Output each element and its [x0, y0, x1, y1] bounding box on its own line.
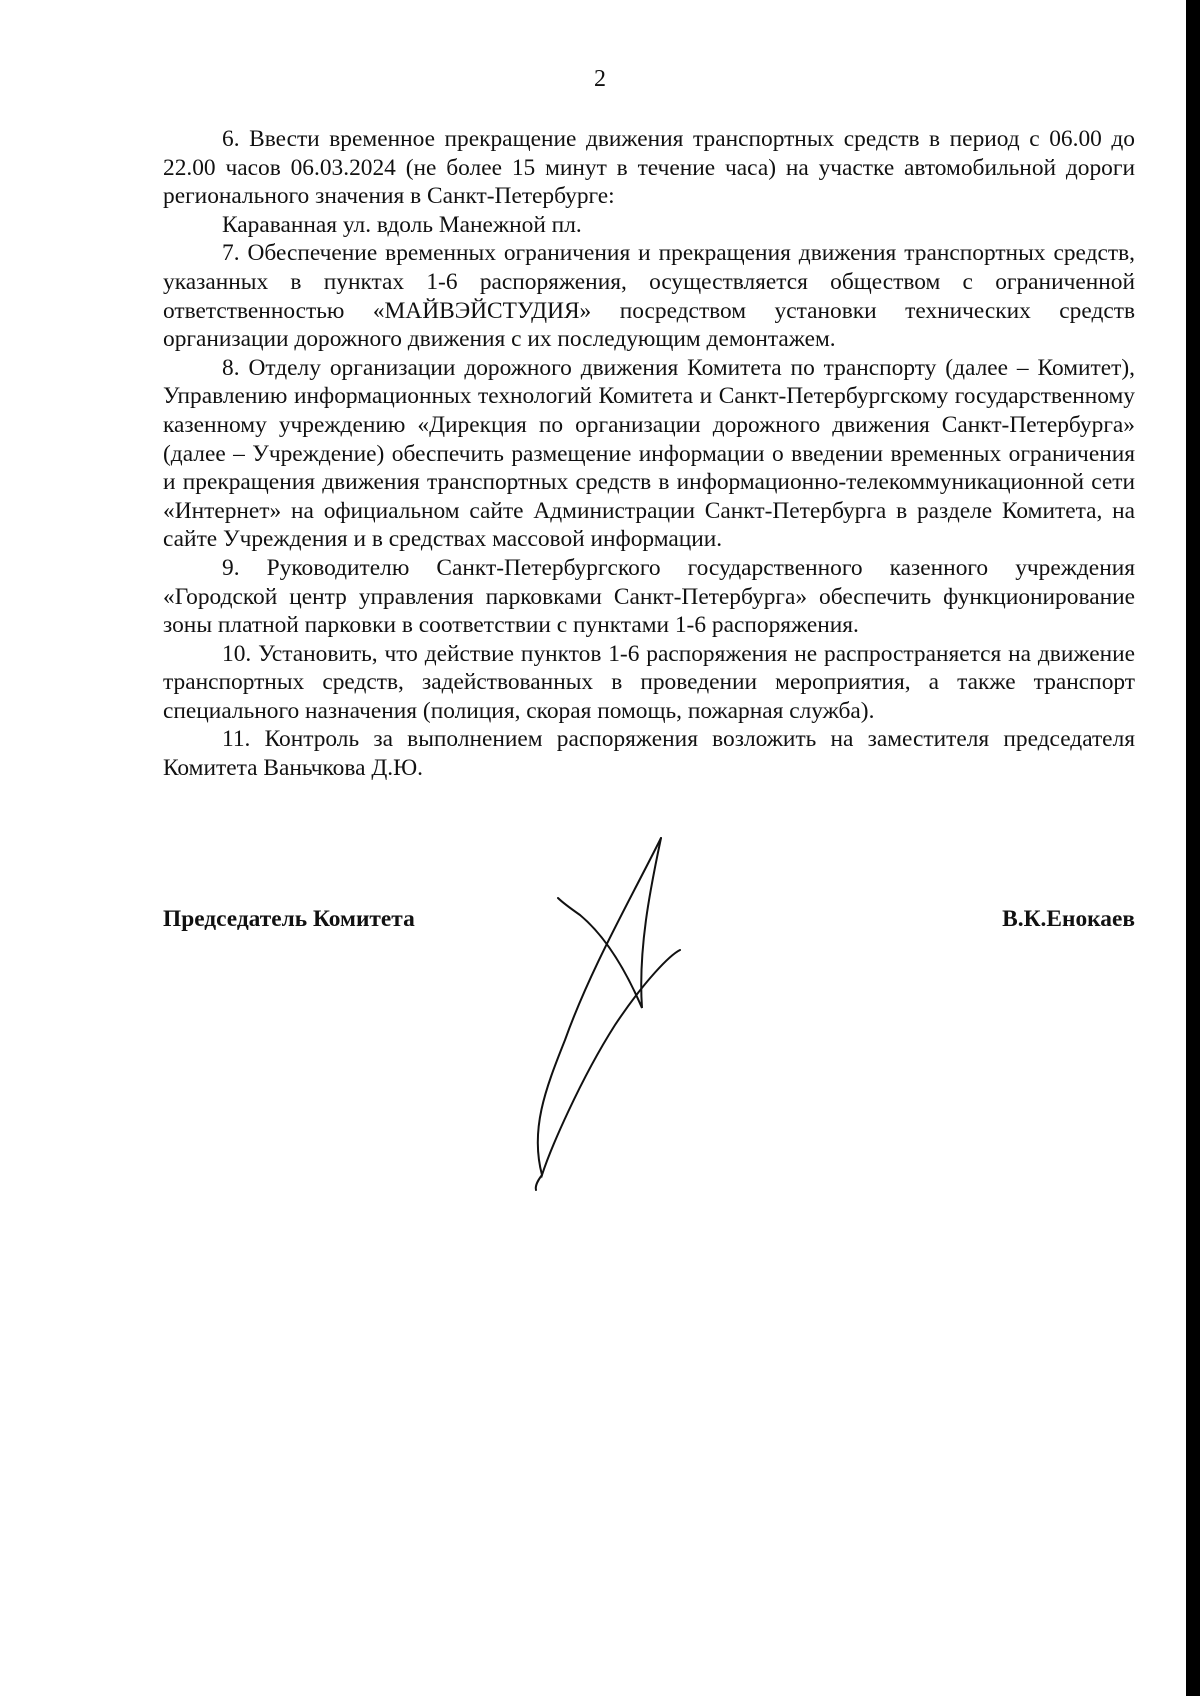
signature-stroke-main [538, 838, 680, 1175]
signer-title: Председатель Комитета [163, 906, 415, 932]
scan-edge [1186, 0, 1200, 1696]
paragraph-item-6: 6. Ввести временное прекращение движения транспортных средств в период с 06.00 до 22.00 часов 06.03.2024 (не более 15 минут в течение часа) на участке автомобильной дороги регионального значения в Санкт-Петербурге: [163, 126, 1135, 210]
paragraph-item-7: 7. Обеспечение временных ограничения и прекращения движения транспортных средств, указанных в пунктах 1-6 распоряжения, осуществляется обществом с ограниченной ответственностью «МАЙВЭЙСТУДИЯ» посредством установки технических средств организации дорожного движения с их последующим демонтажем. [163, 240, 1135, 353]
page-number: 2 [594, 66, 606, 92]
paragraph-road-section: Караванная ул. вдоль Манежной пл. [222, 211, 582, 238]
paragraph-item-8: 8. Отделу организации дорожного движения Комитета по транспорту (далее – Комитет), Управлению информационных технологий Комитета и Санкт-Петербургскому государственному казенному учреждению «Дирекция по организации дорожного движения Санкт-Петербурга» (далее – Учреждение) обеспечить размещение информации о введении временных ограничения и прекращения движения транспортных средств в информационно-телекоммуникационной сети «Интернет» на официальном сайте Администрации Санкт-Петербурга в разделе Комитета, на сайте Учреждения и в средствах массовой информации. [163, 354, 1135, 553]
document-body [163, 125, 1135, 783]
paragraph-item-10: 10. Установить, что действие пунктов 1-6 распоряжения не распространяется на движение транспортных средств, задействованных в проведении мероприятия, а также транспорт специального назначения (полиция, скорая помощь, пожарная служба). [163, 640, 1135, 724]
paragraph-item-11: 11. Контроль за выполнением распоряжения возложить на заместителя председателя Комитета Ваньчкова Д.Ю. [163, 726, 1135, 782]
paragraph-item-9: 9. Руководителю Санкт-Петербургского государственного казенного учреждения «Городской центр управления парковками Санкт-Петербурга» обеспечить функционирование зоны платной парковки в соответствии с пунктами 1-6 распоряжения. [163, 554, 1135, 639]
signer-name: В.К.Енокаев [1002, 906, 1135, 932]
signature-stroke-tail [536, 1175, 542, 1190]
handwritten-signature-icon [520, 830, 800, 1250]
